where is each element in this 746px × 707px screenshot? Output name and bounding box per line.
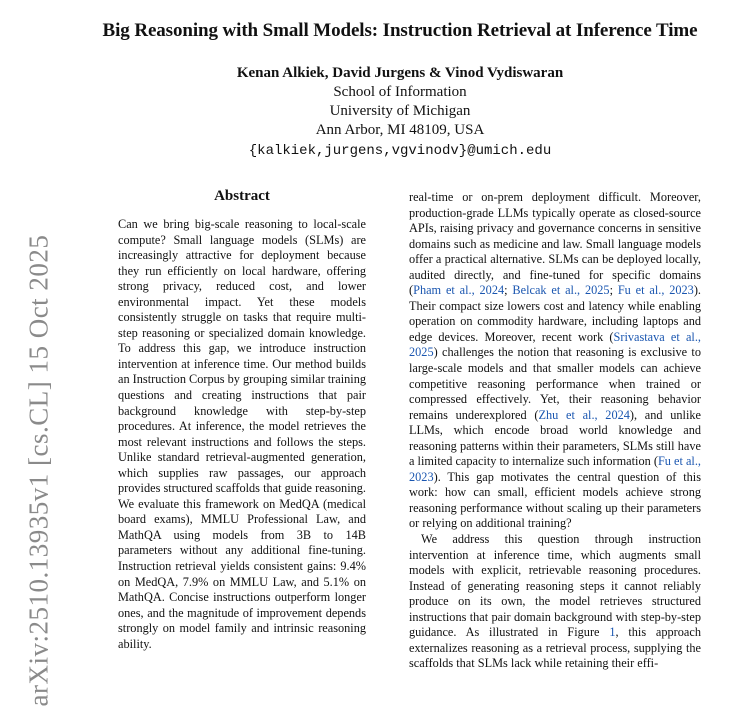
body-text: ; (609, 283, 618, 298)
abstract-column (118, 217, 366, 652)
affiliation-address: Ann Arbor, MI 48109, USA (315, 122, 485, 138)
citation-link[interactable]: Srivastava et al., 2025 (409, 329, 701, 360)
body-text: ; (504, 283, 513, 298)
citation-link[interactable]: Fu et al., 2023 (409, 454, 701, 484)
abstract-heading: Abstract (214, 188, 270, 204)
affiliation-school: School of Information (333, 84, 467, 100)
body-text: , this approach externalizes reasoning as a retrieval process, supplying the scaffolds that SLMs lack while retaining their effi- (409, 625, 701, 671)
body-text: We address this question through instruction intervention at inference time, which augments small models with explicit, retrievable reasoning procedures. Instead of generating reasoning steps it cannot reliably produce on its own, the model retrieves structured instructions that pair domain background with step-by-step guidance. As illustrated in Figure (409, 532, 701, 640)
body-text: ). This gap motivates the central question of this work: how can small, efficient models achieve strong reasoning performance without scaling up their parameters or relying on additional training? (409, 469, 701, 531)
body-text: ) challenges the notion that reasoning is exclusive to large-scale models and that smaller models can achieve competitive reasoning performance when trained or compressed effectively. Yet, their reasoning behavior remains underexplored ( (409, 345, 701, 422)
author-block (200, 64, 600, 161)
citation-link[interactable]: Fu et al., 2023 (617, 283, 694, 298)
citation-link[interactable]: Belcak et al., 2025 (512, 283, 610, 298)
introduction-column (409, 190, 701, 672)
citation-link[interactable]: Pham et al., 2024 (413, 283, 505, 298)
body-text: ), and unlike LLMs, which encode broad world knowledge and reasoning patterns within their parameters, SLMs still have a limited capacity to internalize such information ( (409, 407, 701, 469)
body-text: ). Their compact size lowers cost and latency while enabling operation on commodity hardware, including laptops and edge devices. Moreover, recent work ( (409, 283, 701, 344)
citation-link[interactable]: 1 (609, 625, 616, 640)
paper-title: Big Reasoning with Small Models: Instruction Retrieval at Inference Time (102, 20, 698, 41)
intro-paragraph-1 (409, 190, 701, 532)
intro-paragraph-2 (409, 532, 701, 672)
arxiv-identifier: arXiv:2510.13935v1 [cs.CL] 15 Oct 2025 (23, 234, 54, 707)
affiliation-university: University of Michigan (329, 103, 471, 119)
abstract-text: Can we bring big-scale reasoning to local-scale compute? Small language models (SLMs) are increasingly attractive for deployment because they run efficiently on local hardware, offering strong privacy, reduced cost, and lower environmental impact. Yet these models consistently struggle on tasks that require multi-step reasoning or specialized domain knowledge. To address this gap, we introduce instruction intervention at inference time. Our method builds an Instruction Corpus by grouping similar training questions and creating instructions that pair background knowledge with step-by-step procedures. At inference, the model retrieves the most relevant instructions and follows the steps. Unlike standard retrieval-augmented generation, which supplies raw passages, our approach provides structured scaffolds that guide reasoning. We evaluate this framework on MedQA (medical board exams), MMLU Professional Law, and MathQA using models from 3B to 14B parameters without any additional fine-tuning. Instruction retrieval yields consistent gains: 9.4% on MedQA, 7.9% on MMLU Law, and 5.1% on MathQA. Concise instructions outperform longer ones, and the magnitude of improvement depends strongly on model family and intrinsic reasoning ability. (118, 217, 366, 651)
body-text: real-time or on-prem deployment difficult. Moreover, production-grade LLMs typically operate as closed-source APIs, raising privacy and governance concerns in sensitive domains such as medicine and law. Small language models offer a practical alternative. SLMs can be deployed locally, audited directly, and fine-tuned for specific domains ( (409, 190, 701, 298)
citation-link[interactable]: Zhu et al., 2024 (538, 407, 630, 422)
author-emails: {kalkiek,jurgens,vgvinodv}@umich.edu (248, 143, 552, 159)
author-names: Kenan Alkiek, David Jurgens & Vinod Vydiswaran (236, 65, 564, 81)
